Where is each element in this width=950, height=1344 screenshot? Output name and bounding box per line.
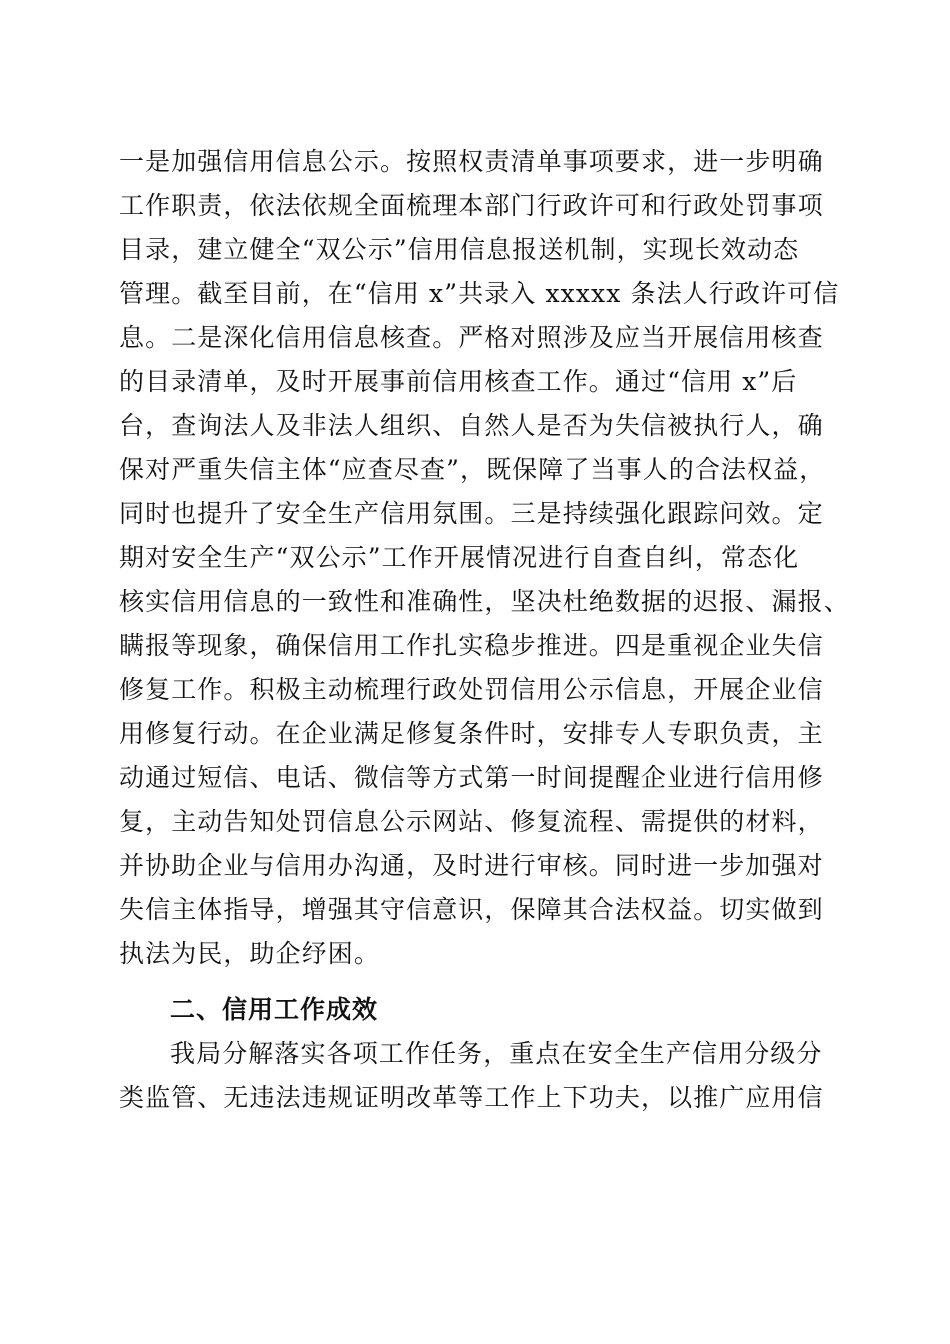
body-text-line: 修复工作。积极主动梳理行政处罚信用公示信息，开展企业信 — [119, 675, 824, 704]
body-text-line: 核实信用信息的一致性和准确性，坚决杜绝数据的迟报、漏报、 — [119, 587, 850, 616]
body-text-line: 失信主体指导，增强其守信意识，保障其合法权益。切实做到 — [119, 895, 824, 924]
body-text-line: 并协助企业与信用办沟通，及时进行审核。同时进一步加强对 — [119, 851, 824, 880]
body-text-line: 复，主动告知处罚信息公示网站、修复流程、需提供的材料， — [119, 807, 824, 836]
body-text-line: 用修复行动。在企业满足修复条件时，安排专人专职负责，主 — [119, 719, 824, 748]
body-text-line: 一是加强信用信息公示。按照权责清单事项要求，进一步明确 — [119, 147, 824, 176]
body-text-line: 我局分解落实各项工作任务，重点在安全生产信用分级分 — [170, 1039, 823, 1068]
section-heading: 二、信用工作成效 — [170, 995, 379, 1024]
body-text-line: 同时也提升了安全生产信用氛围。三是持续强化跟踪问效。定 — [119, 499, 824, 528]
body-text-line: 瞒报等现象，确保信用工作扎实稳步推进。四是重视企业失信 — [119, 631, 824, 660]
body-text-line: 类监管、无违法违规证明改革等工作上下功夫，以推广应用信 — [119, 1083, 824, 1112]
body-text-line: 执法为民，助企纾困。 — [119, 939, 381, 968]
body-text-line: 的目录清单，及时开展事前信用核查工作。通过“信用 x”后 — [119, 367, 798, 396]
body-text-line: 息。二是深化信用信息核查。严格对照涉及应当开展信用核查 — [119, 323, 824, 352]
body-text-line: 管理。截至目前，在“信用 x”共录入 xxxxx 条法人行政许可信 — [119, 279, 840, 308]
body-text-line: 目录，建立健全“双公示”信用信息报送机制，实现长效动态 — [119, 235, 800, 264]
body-text-line: 保对严重失信主体“应查尽查”，既保障了当事人的合法权益， — [119, 455, 826, 484]
body-text-line: 台，查询法人及非法人组织、自然人是否为失信被执行人，确 — [119, 411, 824, 440]
body-text-line: 期对安全生产“双公示”工作开展情况进行自查自纠，常态化 — [119, 543, 800, 572]
body-text-line: 动通过短信、电话、微信等方式第一时间提醒企业进行信用修 — [119, 763, 824, 792]
body-text-line: 工作职责，依法依规全面梳理本部门行政许可和行政处罚事项 — [119, 191, 824, 220]
